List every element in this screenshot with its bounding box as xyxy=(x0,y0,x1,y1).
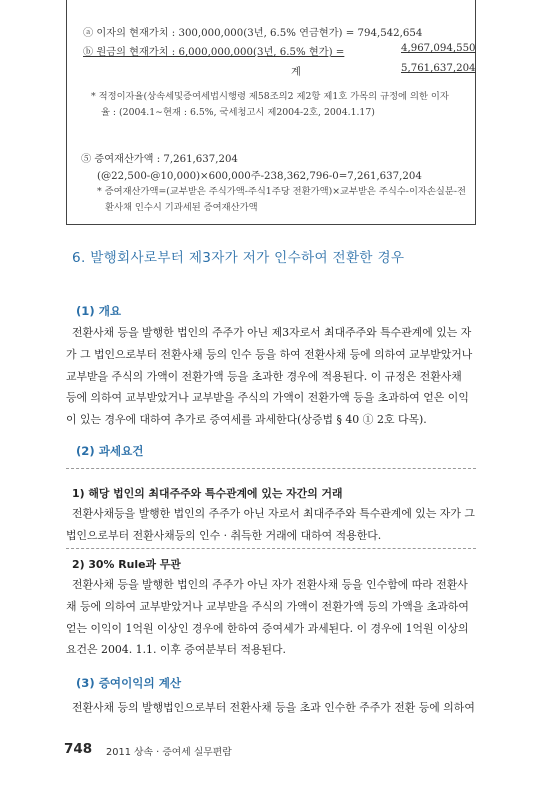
interest-present-value-line: ⓐ 이자의 현재가치 : 300,000,000(3년, 6.5% 연금현가) = 794,542,654 xyxy=(83,28,423,39)
gift-value-line: ⑤ 증여재산가액 : 7,261,637,204 xyxy=(81,154,238,165)
page-number: 748 xyxy=(64,741,93,757)
overview-line: 등에 의하여 교부받았거나 교부받을 주식의 가액이 전환가액 등을 초과하여 얻은 이익 xyxy=(66,391,469,405)
overview-line: 전환사채 등을 발행한 법인의 주주가 아닌 제3자로서 최대주주와 특수관계에 있는 자 xyxy=(72,326,472,339)
requirement-1-heading: 1) 해당 법인의 최대주주와 특수관계에 있는 자간의 거래 xyxy=(72,487,343,500)
interest-rate-note-line1: * 적정이자율(상속세및증여세법시행령 제58조의2 제2항 제1호 가목의 규정에 의한 이자 xyxy=(91,91,449,102)
overview-line: 가 그 법인으로부터 전환사채 등의 인수 등을 하여 전환사채 등에 의하여 교부받았거나 xyxy=(66,347,473,361)
requirement-1-line: 전환사채등을 발행한 법인의 주주가 아닌 자로서 최대주주와 특수관계에 있는 자가 그 xyxy=(72,507,475,520)
gift-value-formula: (@22,500-@10,000)×600,000주-238,362,796-0=7,261,637,204 xyxy=(97,171,422,182)
requirement-2-line: 전환사채 등을 발행한 법인의 주주가 아닌 자가 전환사채 등을 인수함에 따라 전환사 xyxy=(72,578,468,591)
requirement-2-line: 요건은 2004. 1.1. 이후 증여분부터 적용된다. xyxy=(66,643,287,657)
section-divider xyxy=(66,548,476,549)
calculation-box xyxy=(66,0,476,225)
requirement-2-paragraph xyxy=(66,574,476,661)
calculation-heading: (3) 증여이익의 계산 xyxy=(76,676,182,690)
book-title: 2011 상속 · 증여세 실무편람 xyxy=(106,747,232,758)
gift-value-note-line2: 환사채 인수시 기과세된 증여재산가액 xyxy=(105,202,258,213)
gift-value-note-line1: * 증여재산가액=(교부받은 주식가액-주식1주당 전환가액)×교부받은 주식수-이자손실분-전 xyxy=(97,186,466,197)
principal-present-value-amount: 4,967,094,550 xyxy=(401,43,476,54)
total-label: 계 xyxy=(291,67,301,78)
interest-rate-note-line2: 율 : (2004.1∼현재 : 6.5%, 국세청고시 제2004-2호, 2004.1.17) xyxy=(101,107,375,118)
requirements-heading: (2) 과세요건 xyxy=(76,444,144,458)
requirement-2-line: 얻는 이익이 1억원 이상인 경우에 한하여 증여세가 과세된다. 이 경우에 1억원 이상의 xyxy=(66,621,469,635)
requirement-2-heading: 2) 30% Rule과 무관 xyxy=(72,558,181,571)
overview-line: 교부받을 주식의 가액이 전환가액 등을 초과한 경우에 적용된다. 이 규정은 전환사채 xyxy=(66,369,462,383)
overview-heading: (1) 개요 xyxy=(76,304,122,318)
calculation-line: 전환사채 등의 발행법인으로부터 전환사채 등을 초과 인수한 주주가 전환 등에 의하여 xyxy=(72,701,475,714)
calculation-paragraph xyxy=(66,697,476,719)
principal-present-value-label: ⓑ 원금의 현재가치 : 6,000,000,000(3년, 6.5% 현가) = xyxy=(83,47,345,58)
requirement-2-line: 채 등에 의하여 교부받았거나 교부받을 주식의 가액이 전환가액 등의 가액을 초과하여 xyxy=(66,599,469,613)
section-title: 6. 발행회사로부터 제3자가 저가 인수하여 전환한 경우 xyxy=(72,250,405,266)
requirement-1-paragraph xyxy=(66,503,476,547)
requirement-1-line: 법인으로부터 전환사채등의 인수 · 취득한 거래에 대하여 적용한다. xyxy=(66,528,382,542)
total-amount: 5,761,637,204 xyxy=(401,63,476,74)
overview-line: 이 있는 경우에 대하여 추가로 증여세를 과세한다(상증법 § 40 ① 2호 다목). xyxy=(66,413,427,427)
section-divider xyxy=(66,468,476,469)
overview-paragraph xyxy=(66,322,476,431)
